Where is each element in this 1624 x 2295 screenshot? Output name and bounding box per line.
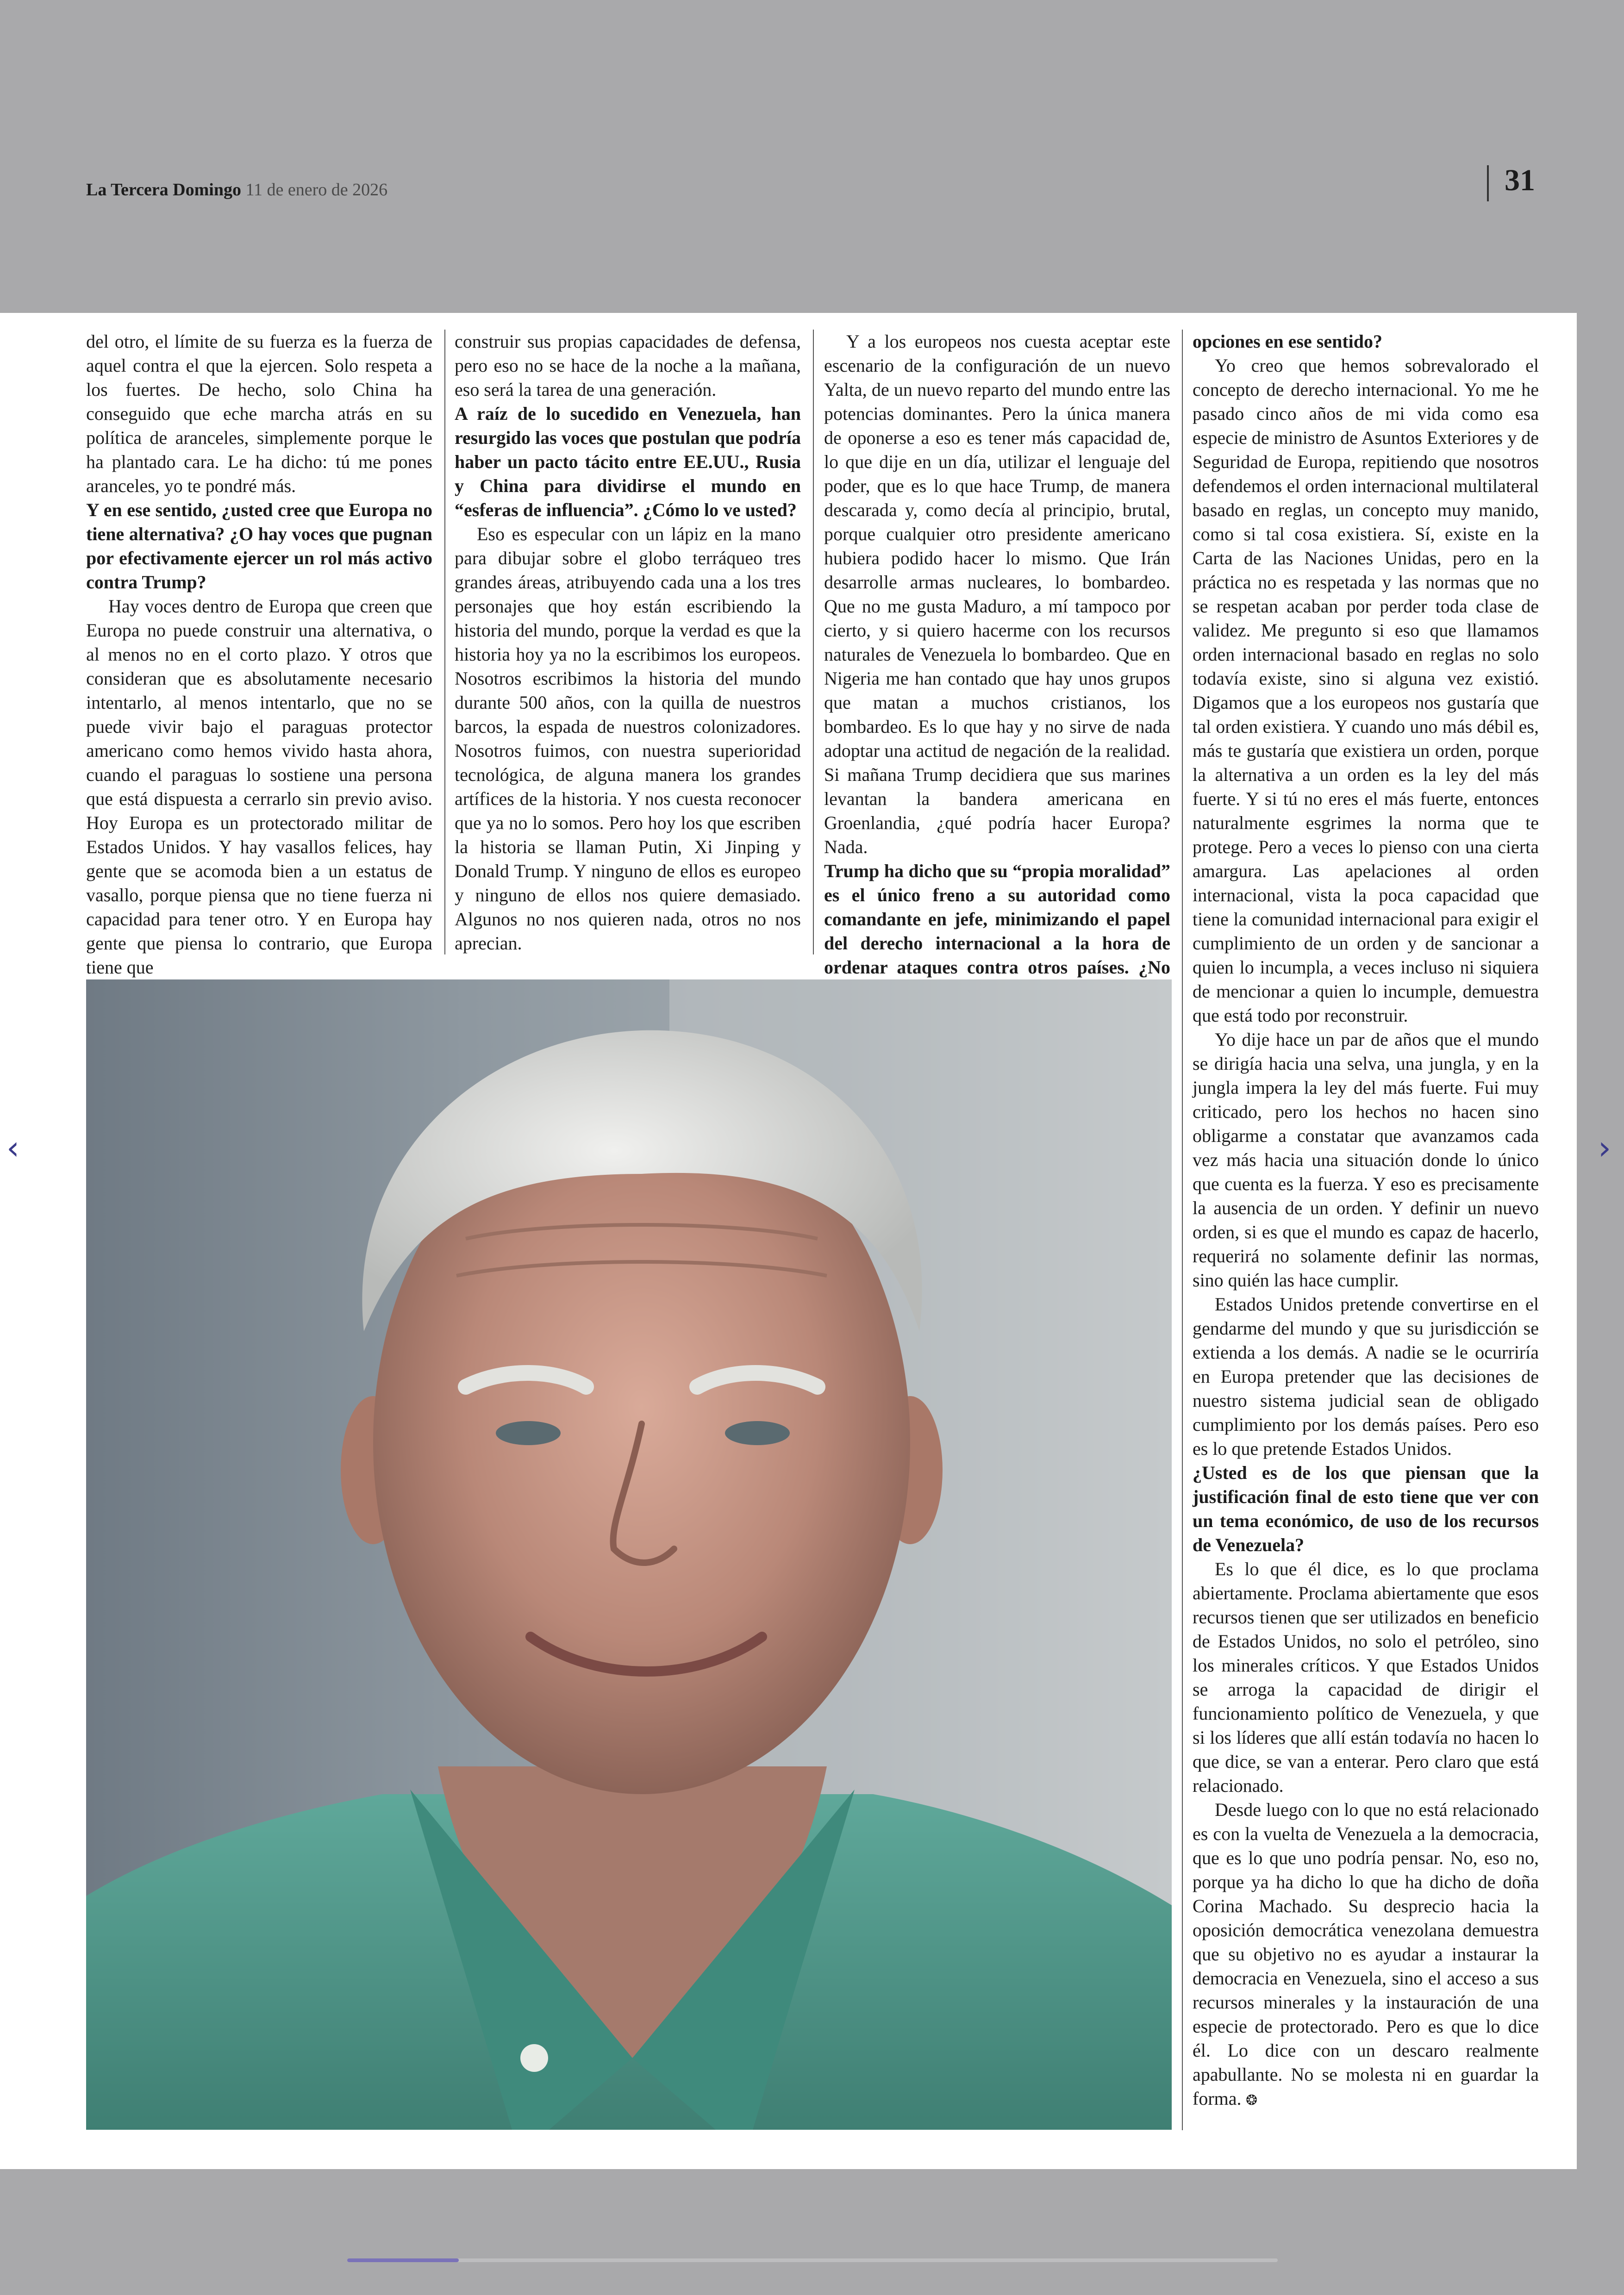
chevron-left-icon[interactable]: ‹ (6, 1129, 19, 1167)
paragraph-text: Es lo que él dice, es lo que proclama abiertamente. Proclama abiertamente que esos recursos tienen que ser utilizados en beneficio de Estados Unidos, no solo el petróleo, sino los minerales críticos. Y que Estados Unidos se arroga la capacidad de dirigir el funcionamiento político de Venezuela, y que si los líderes que allí están todavía no hacen lo que dice, se van a enterar. Pero claro que está relacionado. (1193, 1559, 1539, 1796)
publication-name: La Tercera Domingo (86, 180, 241, 200)
interview-question (1193, 330, 1539, 354)
interview-paragraph (86, 330, 432, 498)
end-mark-icon: ❂ (1241, 2092, 1258, 2108)
paragraph-text: construir sus propias capacidades de defensa, pero eso no se hace de la noche a la mañana, eso será la tarea de una generación. (455, 331, 801, 400)
interview-paragraph (1193, 1292, 1539, 1461)
progress-fill (347, 2258, 459, 2262)
portrait-photo (86, 979, 1172, 2130)
portrait-illustration (86, 979, 1172, 2130)
chevron-right-icon[interactable]: › (1598, 1129, 1611, 1167)
header-divider (1487, 165, 1489, 201)
paragraph-text: Yo creo que hemos sobrevalorado el concepto de derecho internacional. Yo me he pasado cinco años de mi vida como esa especie de ministro de Asuntos Exteriores y de Seguridad de Europa, repitiendo que nosotros defendemos el orden internacional multilateral basado en reglas, un concepto muy manido, como si tal cosa existiera. Sí, existe en la Carta de las Naciones Unidas, pero en la práctica no es respetada y las normas que no se respetan acaban por perder toda clase de validez. Me pregunto si eso que llamamos orden internacional basado en reglas no solo todavía existe, sino si alguna vez existió. Digamos que a los europeos nos gustaría que tal orden existiera. Y cuando uno más débil es, más te gustaría que existiera un orden, porque la alternativa a un orden es la ley del más fuerte. Y si tú no eres el más fuerte, entonces naturalmente esgrimes la norma que te protege. Pero a veces lo pienso con una cierta amargura. Las apelaciones al orden internacional, vista la poca capacidad que tiene la comunidad internacional para exigir el cumplimiento de un orden y de sancionar a quien lo incumpla, a veces incluso ni siquiera de mencionar a quien lo incumple, demuestra que está todo por reconstruir. (1193, 355, 1539, 1026)
interview-paragraph (455, 330, 801, 402)
article-column-3 (824, 330, 1170, 978)
publication-line (86, 177, 387, 203)
paragraph-text: Y a los europeos nos cuesta aceptar este escenario de la configuración de un nuevo Yalta, de un nuevo reparto del mundo entre las potencias dominantes. Pero la única manera de oponerse a eso es tener más capacidad de, lo que dije en un día, utilizar el lenguaje del poder, que es lo que hace Trump, de manera descarada y, como decía al principio, brutal, porque cualquier otro presidente americano hubiera podido hacer lo mismo. Que Irán desarrolle armas nucleares, lo bombardeo. Que no me gusta Maduro, a mí tampoco por cierto, y si quiero hacerme con los recursos naturales de Venezuela lo bombardeo. Que en Nigeria me han contado que hay unos grupos que matan a muchos cristianos, los bombardeo. Es lo que hay y no sirve de nada adoptar una actitud de negación de la realidad. Si mañana Trump decidiera que sus marines levantan la bandera americana en Groenlandia, ¿qué podría hacer Europa? Nada. (824, 331, 1170, 857)
paragraph-text: del otro, el límite de su fuerza es la fuerza de aquel contra el que la ejercen. Solo respeta a los fuertes. De hecho, solo China ha conseguido que eche marcha atrás en su política de aranceles, simplemente porque le ha plantado cara. Le ha dicho: tú me pones aranceles, yo te pondré más. (86, 331, 432, 496)
paragraph-text: opciones en ese sentido? (1193, 331, 1382, 352)
interview-paragraph (1193, 1798, 1539, 2113)
paragraph-text: Y en ese sentido, ¿usted cree que Europa no tiene alternativa? ¿O hay voces que pugnan por efectivamente ejercer un rol más activo contra Trump? (86, 499, 432, 592)
paragraph-text: Desde luego con lo que no está relacionado es con la vuelta de Venezuela a la democracia, que es lo que uno podría pensar. No, eso no, porque ya ha dicho lo que ha dicho de doña Corina Machado. Su desprecio hacia la oposición democrática venezolana demuestra que su objetivo no es ayudar a instaurar la democracia en Venezuela, sino el acceso a sus recursos minerales y la instauración de una especie de protectorado. Pero es que lo dice él. Lo dice con un descaro realmente apabullante. No se molesta ni en guardar la forma. (1193, 1799, 1539, 2109)
interview-question (86, 498, 432, 594)
paragraph-text: Hay voces dentro de Europa que creen que Europa no puede construir una alternativa, o al menos no en el corto plazo. Y otros que consideran que es absolutamente necesario intentarlo, al menos intentarlo, que no se puede vivir bajo el paraguas protector americano como hemos vivido hasta ahora, cuando el paraguas lo sostiene una persona que está dispuesta a cerrarlo sin previo aviso. Hoy Europa es un protectorado militar de Estados Unidos. Y hay vasallos felices, hay gente que se acomoda bien a un estatus de vasallo, porque piensa que no tiene fuerza ni capacidad para tener otro. Y en Europa hay gente que piensa lo contrario, que Europa tiene que (86, 596, 432, 978)
paragraph-text: A raíz de lo sucedido en Venezuela, han resurgido las voces que postulan que podría haber un pacto tácito entre EE.UU., Rusia y China para dividirse el mundo en “esferas de influencia”. ¿Cómo lo ve usted? (455, 403, 801, 520)
paragraph-text: Estados Unidos pretende convertirse en el gendarme del mundo y que su jurisdicción se extienda a los demás. A nadie se le ocurriría en Europa pretender que las decisiones de nuestro sistema judicial sean de obligado cumplimiento por los demás países. Pero eso es lo que pretende Estados Unidos. (1193, 1294, 1539, 1459)
article-column-2 (455, 330, 801, 961)
paragraph-text: Eso es especular con un lápiz en la mano para dibujar sobre el globo terráqueo tres grandes áreas, atribuyendo cada una a los tres personajes que hoy están escribiendo la historia del mundo, porque la verdad es que la historia hoy ya no la escribimos los europeos. Nosotros escribimos la historia del mundo durante 500 años, con la quilla de nuestros barcos, la espada de nuestros colonizadores. Nosotros fuimos, con nuestra superioridad tecnológica, de alguna manera los grandes artífices de la historia. Y nos cuesta reconocer que ya no lo somos. Pero hoy los que escriben la historia se llaman Putin, Xi Jinping y Donald Trump. Y ninguno de ellos es europeo y ninguno de ellos nos quiere demasiado. Algunos no nos quieren nada, otros no nos aprecian. (455, 524, 801, 954)
interview-question (455, 402, 801, 522)
publication-date: 11 de enero de 2026 (245, 180, 388, 200)
page-number: 31 (1505, 163, 1535, 197)
interview-paragraph (1193, 1557, 1539, 1798)
column-divider (1182, 330, 1183, 2130)
article-column-4 (1193, 330, 1539, 2135)
paragraph-text: ¿Usted es de los que piensan que la justificación final de esto tiene que ver con un tema económico, de uso de los recursos de Venezuela? (1193, 1462, 1539, 1555)
column-divider (444, 330, 445, 954)
page-scroll-progress[interactable] (347, 2258, 1278, 2262)
interview-paragraph (455, 522, 801, 955)
column-divider (813, 330, 814, 954)
interview-paragraph (86, 594, 432, 979)
paragraph-text: Yo dije hace un par de años que el mundo se dirigía hacia una selva, una jungla, y en la jungla impera la ley del más fuerte. Fui muy criticado, pero los hechos no hacen sino obligarme a constatar que avanzamos cada vez más hacia una situación donde lo único que cuenta es la fuerza. Y eso es precisamente la ausencia de un orden. Y definir un nuevo orden, si es que el mundo es capaz de hacerlo, requerirá no solamente definir las normas, sino quién las hace cumplir. (1193, 1029, 1539, 1291)
interview-paragraph (1193, 354, 1539, 1028)
interview-paragraph (1193, 1028, 1539, 1292)
interview-paragraph (824, 330, 1170, 859)
article-column-1 (86, 330, 432, 978)
interview-question (1193, 1461, 1539, 1557)
paragraph-text: Trump ha dicho que su “propia moralidad” es el único freno a su autoridad como comandante en jefe, minimizando el papel del derecho internacional a la hora de ordenar ataques contra otros países. ¿No (824, 861, 1170, 978)
